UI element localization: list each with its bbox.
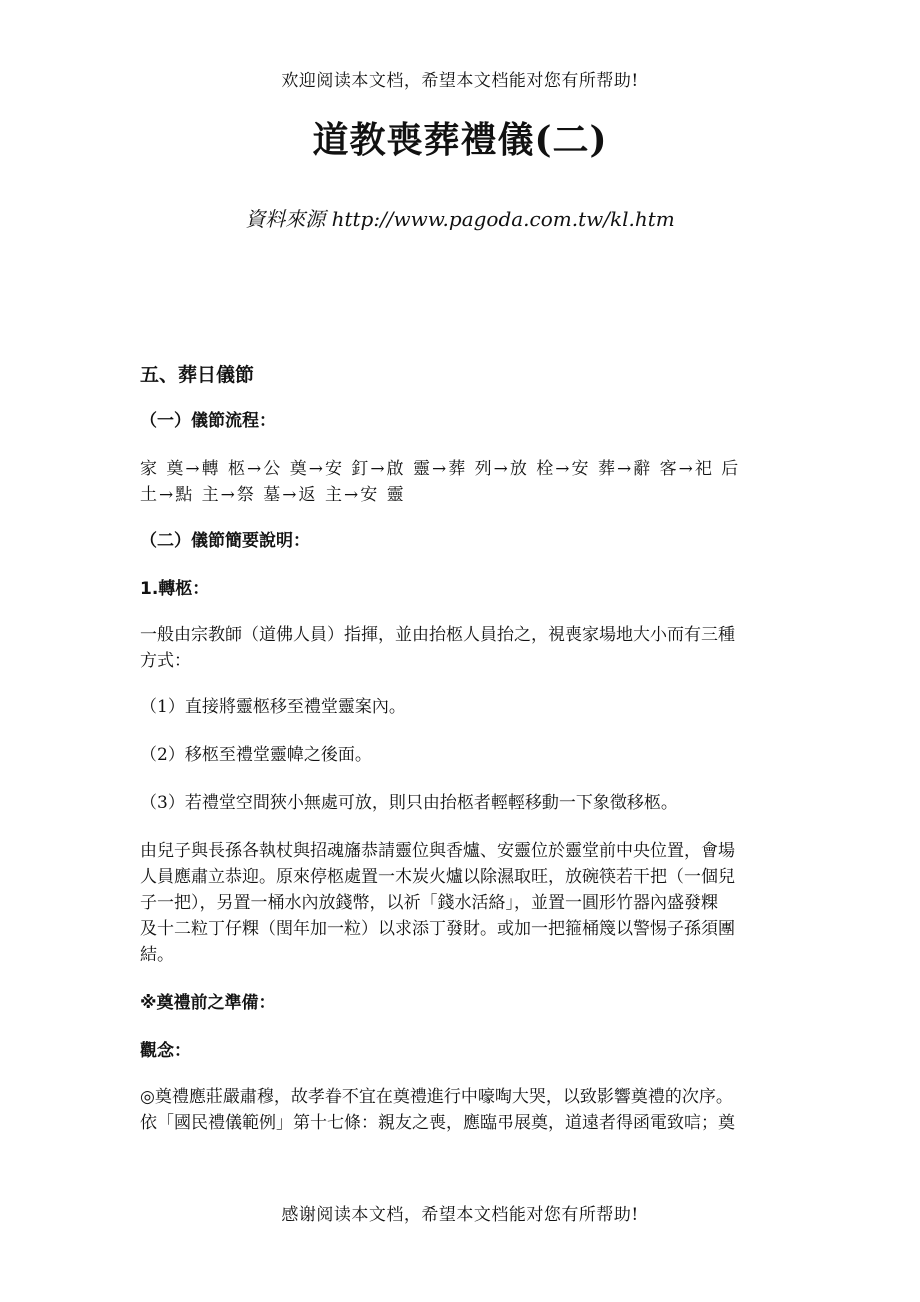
flow-line-2: 土→點 主→祭 墓→返 主→安 靈 xyxy=(140,485,406,505)
footer-banner: 感谢阅读本文档，希望本文档能对您有所帮助! xyxy=(281,1205,639,1225)
paragraph-3-line-1: ◎奠禮應莊嚴肅穆，故孝眷不宜在奠禮進行中嚎啕大哭，以致影響奠禮的次序。 xyxy=(140,1087,733,1107)
paragraph-2-line-2: 人員應肅立恭迎。原來停柩處置一木炭火爐以除濕取旺，放碗筷若干把（一個兒 xyxy=(140,867,735,887)
section-heading: 五、葬日儀節 xyxy=(140,364,255,386)
source-line: 資料來源 http://www.pagoda.com.tw/kl.htm xyxy=(245,207,675,231)
subsection-heading-2: （二）儀節簡要說明： xyxy=(140,531,310,551)
concept-heading: 觀念： xyxy=(140,1041,191,1061)
list-item-2: （2）移柩至禮堂靈幃之後面。 xyxy=(140,745,372,765)
header-banner: 欢迎阅读本文档，希望本文档能对您有所帮助! xyxy=(281,71,639,91)
paragraph-1-line-2: 方式： xyxy=(140,651,191,671)
item-heading-1: 1.轉柩： xyxy=(140,579,210,599)
paragraph-2-line-3: 子一把），另置一桶水內放錢幣，以祈「錢水活絡」，並置一圓形竹器內盛發粿 xyxy=(140,893,718,913)
paragraph-2-line-5: 結。 xyxy=(140,945,174,965)
paragraph-3-line-2: 依「國民禮儀範例」第十七條：親友之喪，應臨弔展奠，道遠者得函電致唁；奠 xyxy=(140,1113,735,1133)
paragraph-1-line-1: 一般由宗教師（道佛人員）指揮，並由抬柩人員抬之，視喪家場地大小而有三種 xyxy=(140,625,735,645)
list-item-1: （1）直接將靈柩移至禮堂靈案內。 xyxy=(140,697,406,717)
prep-heading: ※奠禮前之準備： xyxy=(140,993,276,1013)
document-body xyxy=(140,362,782,1136)
paragraph-2-line-1: 由兒子與長孫各執杖與招魂旛恭請靈位與香爐、安靈位於靈堂前中央位置，會場 xyxy=(140,841,735,861)
subsection-heading-1: （一）儀節流程： xyxy=(140,411,276,431)
flow-line-1: 家 奠→轉 柩→公 奠→安 釘→啟 靈→葬 列→放 栓→安 葬→辭 客→祀 后 xyxy=(140,459,741,479)
paragraph-2-line-4: 及十二粒丁仔粿（閏年加一粒）以求添丁發財。或加一把箍桶篾以警惕子孫須團 xyxy=(140,919,735,939)
list-item-3: （3）若禮堂空間狹小無處可放，則只由抬柩者輕輕移動一下象徵移柩。 xyxy=(140,793,678,813)
document-title: 道教喪葬禮儀(二) xyxy=(312,119,608,161)
